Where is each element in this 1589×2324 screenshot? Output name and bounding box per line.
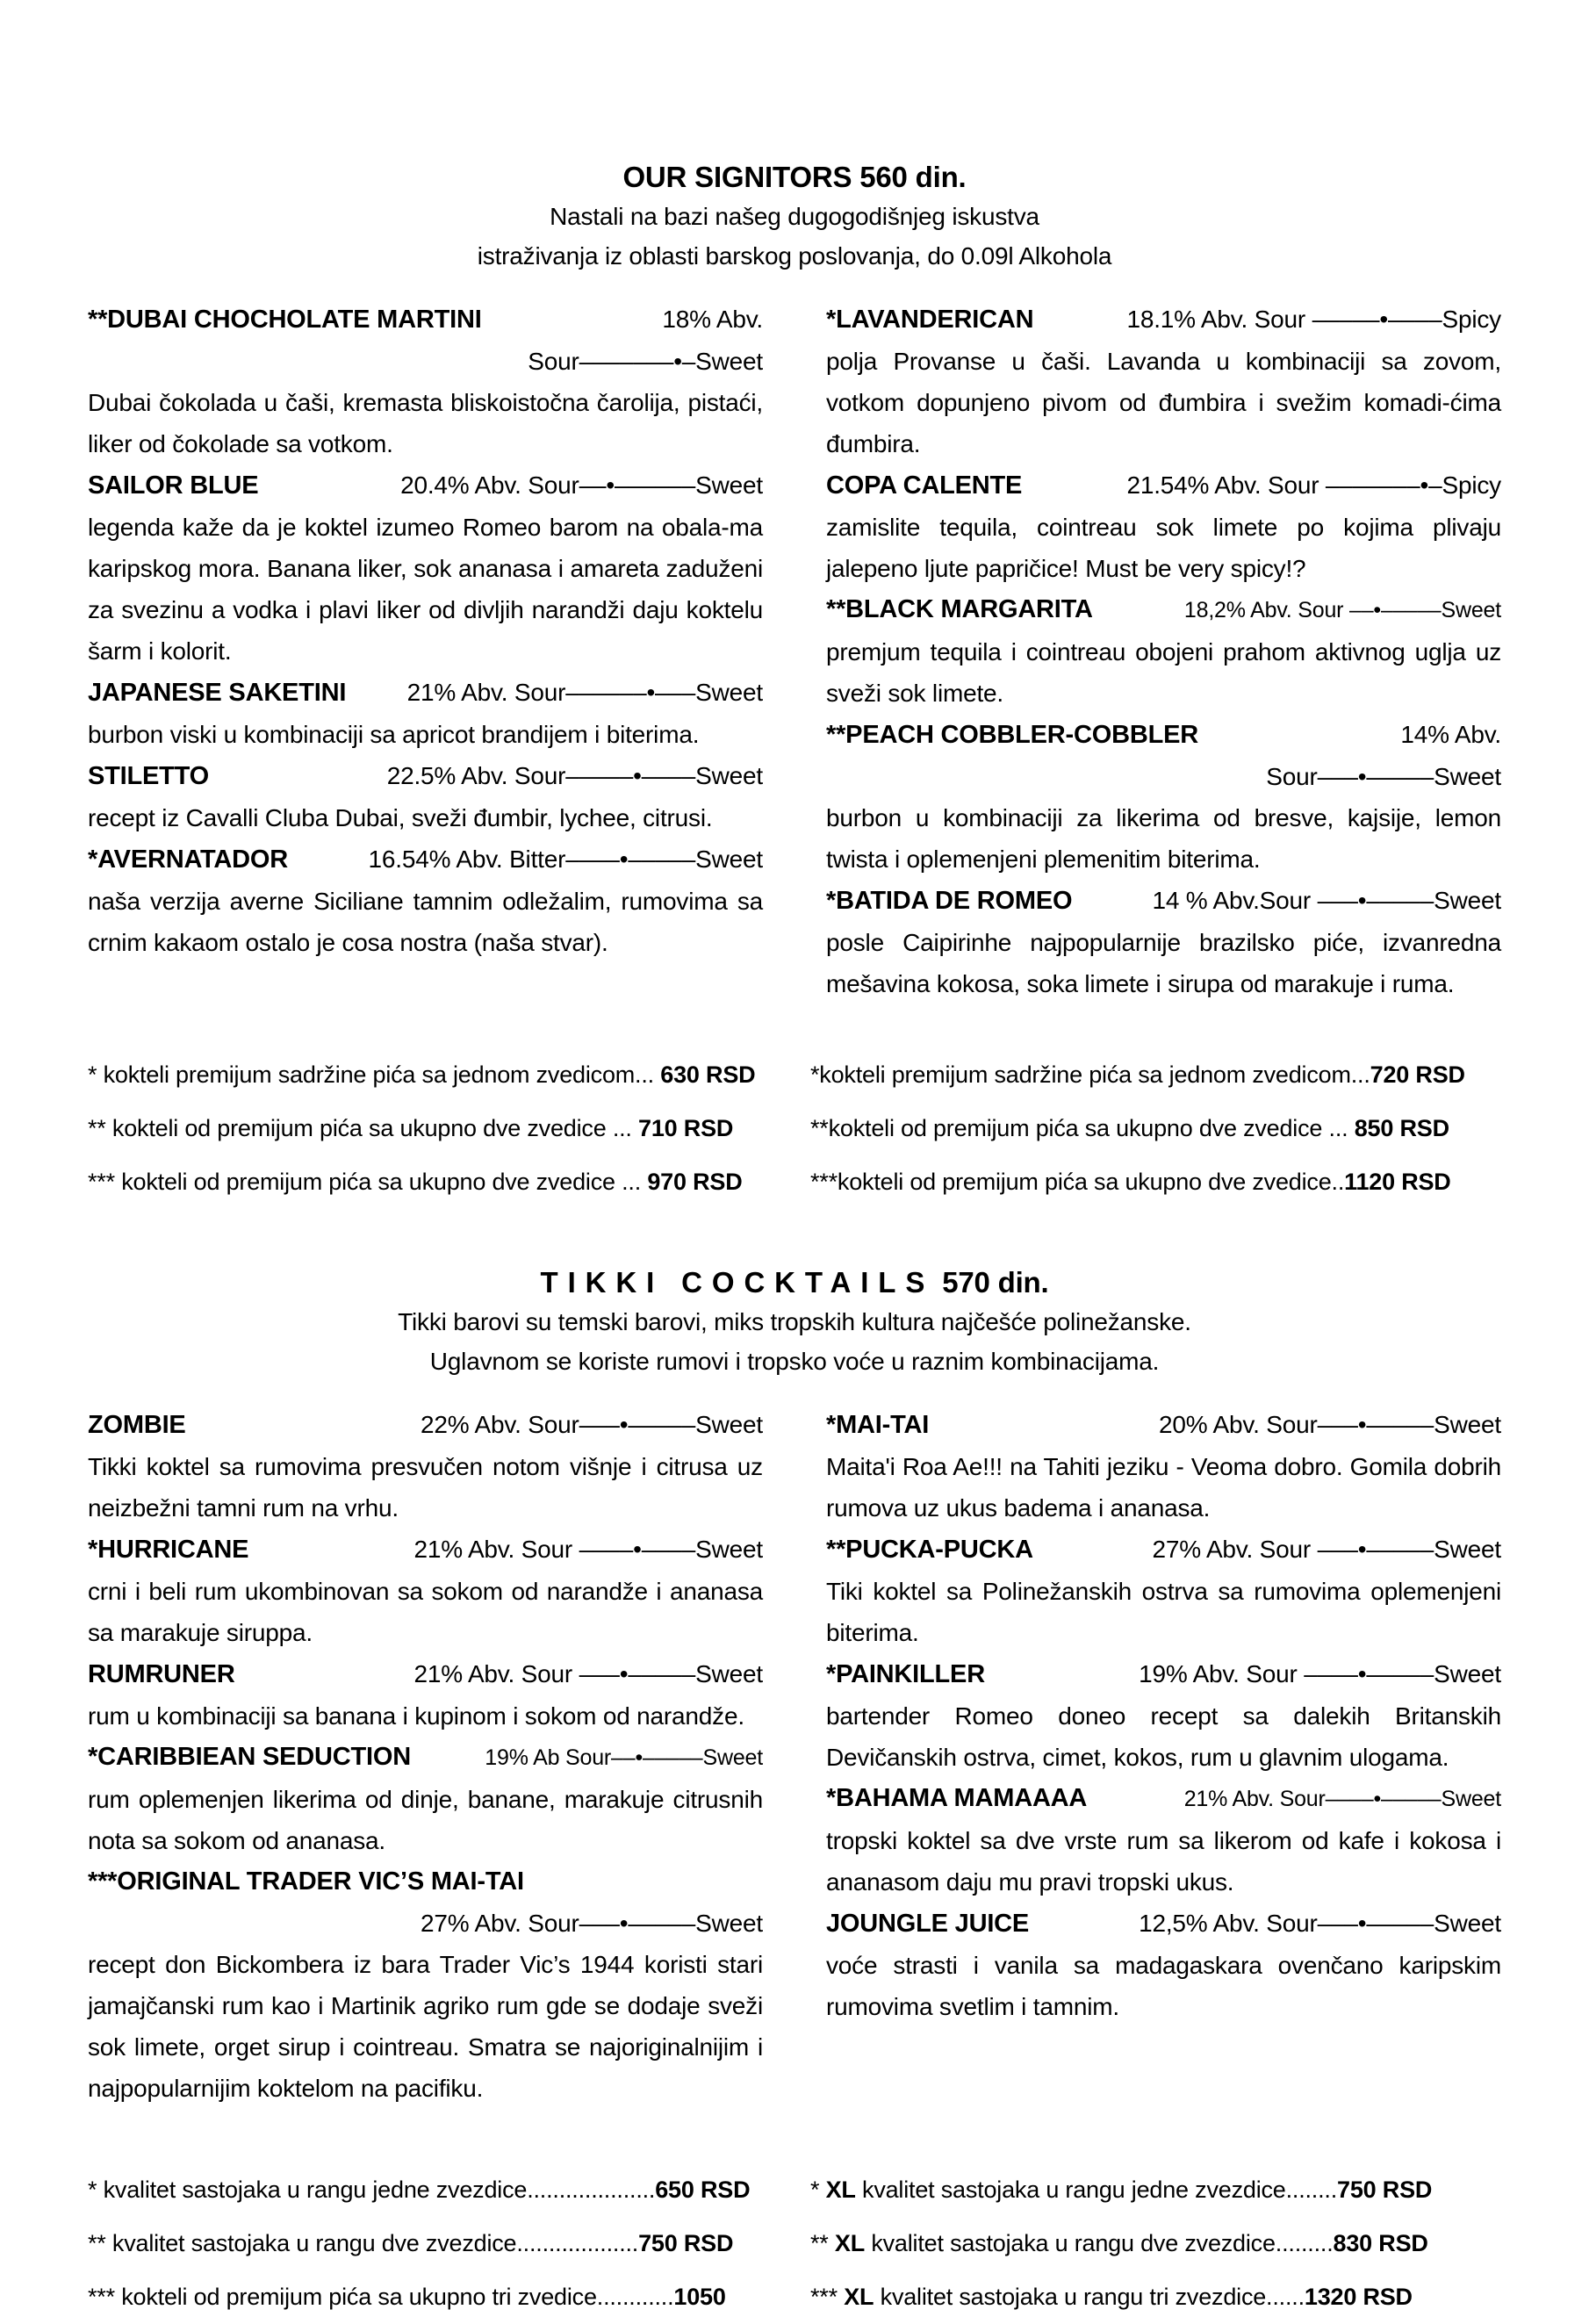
price-note-price: 750 RSD	[638, 2230, 734, 2256]
cocktail-name: *BATIDA DE ROMEO	[826, 887, 1073, 915]
cocktail-header	[826, 1903, 1501, 1945]
cocktail-header	[826, 1529, 1501, 1571]
cocktail-description: Dubai čokolada u čaši, kremasta bliskoistočna čarolija, pistaći, liker od čokolade sa votkom.	[88, 389, 763, 457]
price-note	[88, 2163, 779, 2217]
cocktail-description: premjum tequila i cointreau obojeni prahom aktivnog uglja uz sveži sok limete.	[826, 638, 1501, 707]
cocktail-description: voće strasti i vanila sa madagaskara ovenčano karipskim rumovima svetlim i tamnim.	[826, 1952, 1501, 2020]
cocktail-header	[826, 299, 1501, 341]
cocktail-header	[826, 1653, 1501, 1695]
cocktail-abv-scale: 14% Abv.	[1400, 721, 1501, 748]
cocktail-name: RUMRUNER	[88, 1660, 235, 1688]
cocktail-header	[88, 1404, 763, 1446]
cocktail-scale-line: Sour–––•–––––Sweet	[1266, 763, 1501, 790]
tikki-notes-left	[88, 2163, 779, 2324]
price-note-text: ***kokteli od premijum pića sa ukupno dve zvedice..	[810, 1169, 1345, 1195]
cocktail-abv-scale: 20.4% Abv. Sour––•––––––Sweet	[400, 471, 763, 499]
cocktail-entry	[88, 838, 763, 963]
price-note-price: 970 RSD	[647, 1169, 743, 1195]
cocktail-abv-scale: 21% Abv. Sour––––––•–––Sweet	[406, 679, 763, 706]
cocktail-entry	[826, 464, 1501, 589]
cocktail-name: *HURRICANE	[88, 1536, 249, 1564]
cocktail-abv-scale: 22.5% Abv. Sour–––––•––––Sweet	[386, 762, 763, 789]
cocktail-description: bartender Romeo doneo recept sa dalekih Britanskih Devičanskih ostrva, cimet, kokos, rum u glavnim ulogama.	[826, 1702, 1501, 1771]
cocktail-abv-scale: 18,2% Abv. Sour ––•–––––Sweet	[1183, 598, 1501, 622]
cocktail-abv-scale: 27% Abv. Sour –––•–––––Sweet	[1152, 1536, 1501, 1563]
signitors-title: OUR SIGNITORS 560 din.	[622, 161, 967, 193]
tikki-notes-right	[810, 2163, 1501, 2324]
cocktail-header	[826, 1778, 1501, 1820]
price-note-text: * kvalitet sastojaka u rangu jedne zvezdice....................	[88, 2177, 656, 2203]
cocktail-abv-scale: 22% Abv. Sour–––•–––––Sweet	[421, 1411, 763, 1438]
cocktail-abv-scale: 21% Abv. Sour –––•–––––Sweet	[413, 1660, 763, 1687]
cocktail-header	[88, 1653, 763, 1695]
signitors-columns	[88, 299, 1501, 1004]
cocktail-name: SAILOR BLUE	[88, 471, 259, 500]
price-note-text: kvalitet sastojaka u rangu jedne zvezdice........	[855, 2177, 1338, 2203]
price-note	[88, 1102, 779, 1155]
price-note-price: 1320 RSD	[1304, 2284, 1413, 2310]
tikki-right-column	[826, 1404, 1501, 2109]
cocktail-abv-scale: 21.54% Abv. Sour –––––––•–Spicy	[1126, 471, 1501, 499]
price-note-price: 1050	[673, 2284, 726, 2310]
price-note-xl: XL	[834, 2230, 866, 2256]
cocktail-entry	[88, 672, 763, 755]
price-note	[88, 2217, 779, 2270]
price-note-price: 830 RSD	[1333, 2230, 1428, 2256]
cocktail-entry	[88, 755, 763, 838]
cocktail-entry	[88, 1861, 763, 2109]
tikki-section	[88, 1263, 1501, 2324]
cocktail-description: burbon viski u kombinaciji sa apricot brandijem i biterima.	[88, 721, 700, 748]
cocktail-description: naša verzija averne Siciliane tamnim odležalim, rumovima sa crnim kakaom ostalo je cosa nostra (naša stvar).	[88, 888, 763, 956]
cocktail-scale-line: Sour–––––––•–Sweet	[528, 348, 763, 375]
price-note-xl: XL	[825, 2177, 856, 2203]
price-note-text: *kokteli premijum sadržine pića sa jednom zvedicom...	[810, 1061, 1370, 1088]
cocktail-description: zamislite tequila, cointreau sok limete po kojima plivaju jalepeno ljute papričice! Must be very spicy!?	[826, 514, 1501, 582]
cocktail-description: legenda kaže da je koktel izumeo Romeo barom na obala-ma karipskog mora. Banana liker, sok ananasa i amareta zaduženi za svezinu a vodka i plavi liker od divljih narandži daju koktelu šarm i kolorit.	[88, 514, 763, 665]
tikki-subtitle-1: Tikki barovi su temski barovi, miks tropskih kultura najčešće polinežanske.	[398, 1308, 1191, 1335]
cocktail-abv-scale: 19% Abv. Sour ––––•–––––Sweet	[1139, 1660, 1501, 1687]
cocktail-name: *CARIBBIEAN SEDUCTION	[88, 1743, 411, 1771]
cocktail-header	[88, 755, 763, 797]
cocktail-entry	[826, 299, 1501, 464]
cocktail-header	[826, 589, 1501, 631]
price-note-text: kvalitet sastojaka u rangu dve zvezdice.........	[865, 2230, 1334, 2256]
tikki-pricing-notes	[88, 2163, 1501, 2324]
price-note-text: **kokteli od premijum pića sa ukupno dve zvedice ...	[810, 1115, 1355, 1141]
cocktail-abv-scale: 16.54% Abv. Bitter––––•–––––Sweet	[368, 845, 763, 873]
tikki-title-price: 570 din.	[934, 1266, 1049, 1299]
tikki-columns	[88, 1404, 1501, 2109]
cocktail-name: JAPANESE SAKETINI	[88, 679, 347, 707]
price-note-price: 850 RSD	[1354, 1115, 1449, 1141]
cocktail-description: burbon u kombinaciji za likerima od bresve, kajsije, lemon twista i oplemenjeni plemenitim biterima.	[826, 804, 1501, 873]
tikki-title	[88, 1263, 1501, 1302]
cocktail-description: tropski koktel sa dve vrste rum sa likerom od kafe i kokosa i ananasom daju mu pravi tropski ukus.	[826, 1827, 1501, 1896]
price-note	[88, 2270, 779, 2324]
cocktail-description: recept don Bickombera iz bara Trader Vic’s 1944 koristi stari jamajčanski rum kao i Martinik agriko rum gde se dodaje sveži sok limete, orget sirup i cointreau. Smatra se najoriginalnijim i najpopularnijim koktelom na pacifiku.	[88, 1951, 763, 2102]
price-note	[810, 1102, 1501, 1155]
cocktail-abv-scale: 12,5% Abv. Sour–––•–––––Sweet	[1139, 1910, 1501, 1937]
price-note	[810, 2163, 1501, 2217]
cocktail-description: rum u kombinaciji sa banana i kupinom i sokom od narandže.	[88, 1702, 744, 1730]
cocktail-description: polja Provanse u čaši. Lavanda u kombinaciji sa zovom, votkom dopunjeno pivom od đumbira i svežim komadi-ćima đumbira.	[826, 348, 1501, 457]
cocktail-abv-scale: 18% Abv.	[662, 306, 763, 333]
cocktail-header	[88, 838, 763, 881]
cocktail-abv-scale: 18.1% Abv. Sour –––––•––––Spicy	[1126, 306, 1501, 333]
tikki-subtitle-2: Uglavnom se koriste rumovi i tropsko voće u raznim kombinacijama.	[429, 1348, 1160, 1375]
signitors-notes-left	[88, 1048, 779, 1209]
price-note-price: 720 RSD	[1370, 1061, 1465, 1088]
signitors-left-column	[88, 299, 763, 1004]
cocktail-entry	[826, 1529, 1501, 1653]
price-note-text: *** kokteli od premijum pića sa ukupno dve zvedice ...	[88, 1169, 648, 1195]
cocktail-name: *MAI-TAI	[826, 1411, 930, 1439]
cocktail-name: ***ORIGINAL TRADER VIC’S MAI-TAI	[88, 1867, 524, 1896]
cocktail-abv-scale: 14 % Abv.Sour –––•–––––Sweet	[1152, 887, 1501, 914]
cocktail-entry	[826, 589, 1501, 714]
signitors-pricing-notes	[88, 1048, 1501, 1209]
price-note-xl: XL	[844, 2284, 874, 2310]
cocktail-entry	[88, 1404, 763, 1529]
cocktail-header	[88, 1529, 763, 1571]
cocktail-name: STILETTO	[88, 762, 210, 790]
cocktail-description: crni i beli rum ukombinovan sa sokom od narandže i ananasa sa marakuje siruppa.	[88, 1578, 763, 1646]
cocktail-name: JOUNGLE JUICE	[826, 1910, 1030, 1938]
price-note-text: * kokteli premijum sadržine pića sa jednom zvedicom...	[88, 1061, 661, 1088]
price-note-text: ** kvalitet sastojaka u rangu dve zvezdice...................	[88, 2230, 639, 2256]
cocktail-name: *LAVANDERICAN	[826, 306, 1034, 334]
price-note-text: kvalitet sastojaka u rangu tri zvezdice......	[874, 2284, 1305, 2310]
price-note-stars: **	[810, 2230, 835, 2256]
cocktail-header	[826, 714, 1501, 756]
cocktail-name: *PAINKILLER	[826, 1660, 985, 1688]
cocktail-name: **PEACH COBBLER-COBBLER	[826, 721, 1198, 749]
cocktail-name: *AVERNATADOR	[88, 845, 288, 874]
signitors-right-column	[826, 299, 1501, 1004]
cocktail-entry	[826, 1903, 1501, 2027]
tikki-left-column	[88, 1404, 763, 2109]
cocktail-abv-scale: 19% Ab Sour––•–––––Sweet	[485, 1745, 763, 1770]
cocktail-name: **DUBAI CHOCHOLATE MARTINI	[88, 306, 482, 334]
tikki-title-main: TIKKI COCKTAILS	[540, 1266, 935, 1299]
price-note-price: 650 RSD	[655, 2177, 751, 2203]
cocktail-header	[88, 1737, 763, 1779]
cocktail-entry	[826, 1653, 1501, 1778]
cocktail-header	[88, 464, 763, 507]
cocktail-name: **PUCKA-PUCKA	[826, 1536, 1033, 1564]
price-note-stars: ***	[810, 2284, 845, 2310]
price-note-stars: *	[810, 2177, 826, 2203]
signitors-section	[88, 158, 1501, 1209]
cocktail-header	[826, 1404, 1501, 1446]
price-note-price: 710 RSD	[638, 1115, 734, 1141]
cocktail-entry	[88, 1529, 763, 1653]
cocktail-description: Tikki koktel sa rumovima presvučen notom višnje i citrusa uz neizbežni tamni rum na vrhu.	[88, 1453, 763, 1522]
price-note-text: ** kokteli od premijum pića sa ukupno dve zvedice ...	[88, 1115, 639, 1141]
price-note-price: 630 RSD	[660, 1061, 756, 1088]
cocktail-description: Maita'i Roa Ae!!! na Tahiti jeziku - Veoma dobro. Gomila dobrih rumova uz ukus badema i ananasa.	[826, 1453, 1501, 1522]
cocktail-abv-scale: 21% Abv. Sour––––•–––––Sweet	[1183, 1787, 1501, 1811]
price-note	[810, 2270, 1501, 2324]
cocktail-header	[88, 299, 763, 341]
cocktail-abv-scale: 21% Abv. Sour ––––•––––Sweet	[413, 1536, 763, 1563]
cocktail-header	[826, 880, 1501, 922]
cocktail-name: *BAHAMA MAMAAAA	[826, 1784, 1088, 1812]
price-note	[88, 1048, 779, 1102]
cocktail-description: recept iz Cavalli Cluba Dubai, sveži đumbir, lychee, citrusi.	[88, 804, 713, 831]
cocktail-name: ZOMBIE	[88, 1411, 186, 1439]
cocktail-entry	[826, 1778, 1501, 1903]
price-note-text: *** kokteli od premijum pića sa ukupno tri zvedice............	[88, 2284, 674, 2310]
cocktail-entry	[88, 299, 763, 464]
cocktail-entry	[826, 714, 1501, 880]
cocktail-entry	[826, 1404, 1501, 1529]
cocktail-description: posle Caipirinhe najpopularnije brazilsko piće, izvanredna mešavina kokosa, soka limete i sirupa od marakuje i ruma.	[826, 929, 1501, 997]
cocktail-scale-line: 27% Abv. Sour–––•–––––Sweet	[421, 1910, 763, 1937]
cocktail-entry	[826, 880, 1501, 1004]
price-note	[810, 2217, 1501, 2270]
cocktail-header	[88, 1861, 763, 1903]
price-note-price: 1120 RSD	[1344, 1169, 1451, 1195]
cocktail-name: **BLACK MARGARITA	[826, 595, 1093, 623]
cocktail-name: COPA CALENTE	[826, 471, 1023, 500]
signitors-subtitle-1: Nastali na bazi našeg dugogodišnjeg iskustva	[550, 203, 1039, 230]
cocktail-header	[88, 672, 763, 714]
signitors-notes-right	[810, 1048, 1501, 1209]
cocktail-description: rum oplemenjen likerima od dinje, banane, marakuje citrusnih nota sa sokom od ananasa.	[88, 1786, 763, 1854]
price-note	[810, 1155, 1501, 1209]
cocktail-description: Tiki koktel sa Polinežanskih ostrva sa rumovima oplemenjeni biterima.	[826, 1578, 1501, 1646]
signitors-subtitle-2: istraživanja iz oblasti barskog poslovanja, do 0.09l Alkohola	[477, 242, 1112, 270]
cocktail-abv-scale: 20% Abv. Sour–––•–––––Sweet	[1159, 1411, 1501, 1438]
cocktail-header	[826, 464, 1501, 507]
price-note	[88, 1155, 779, 1209]
cocktail-entry	[88, 1653, 763, 1737]
price-note	[810, 1048, 1501, 1102]
cocktail-entry	[88, 1737, 763, 1861]
cocktail-entry	[88, 464, 763, 672]
price-note-price: 750 RSD	[1337, 2177, 1433, 2203]
